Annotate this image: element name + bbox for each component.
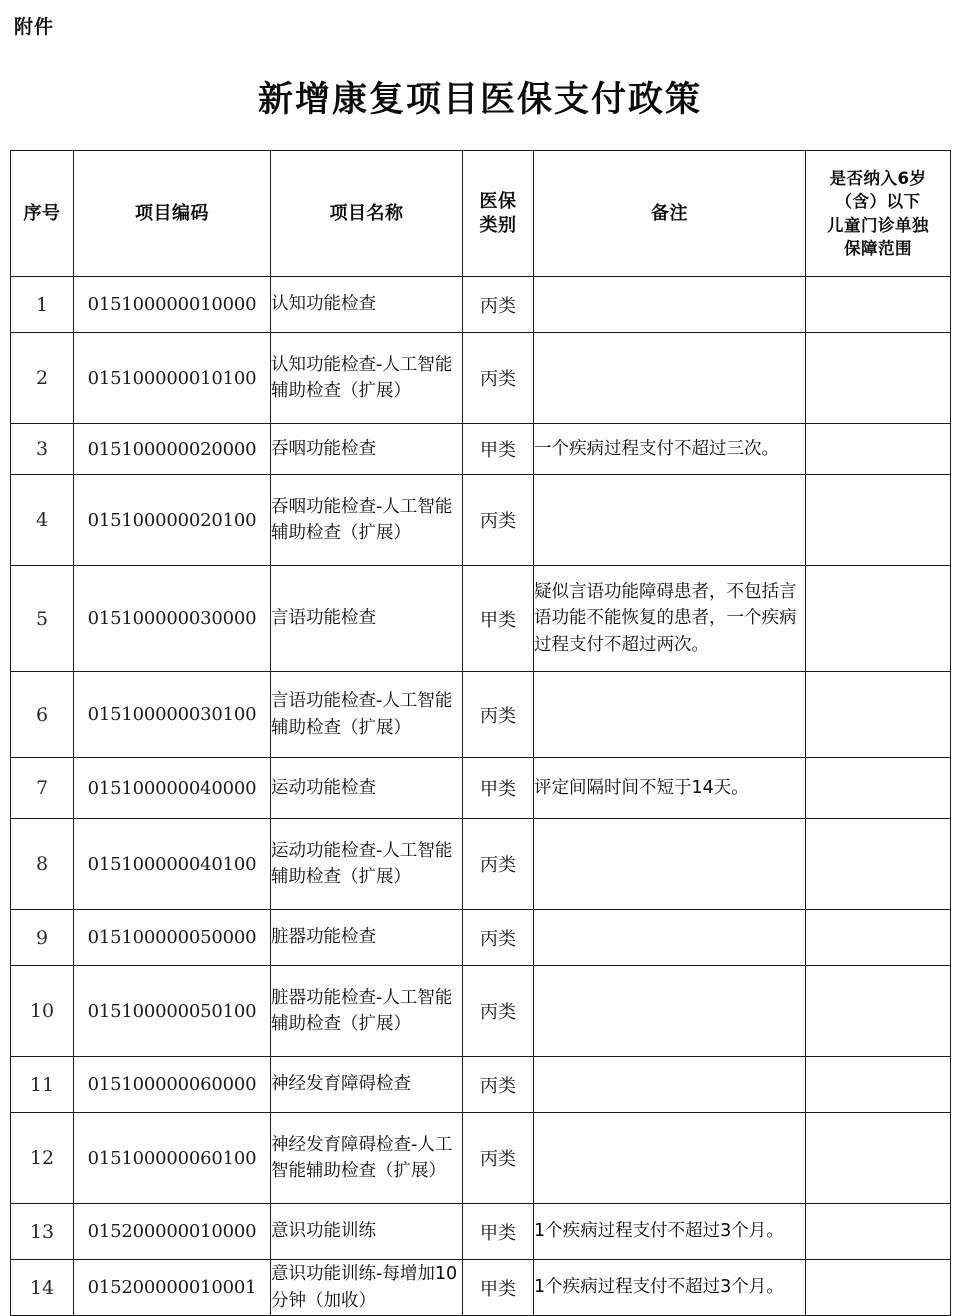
table-body [11,277,951,1316]
cell-sequence-number: 8 [11,819,74,910]
policy-table [10,150,951,1316]
cell-child-outpatient-scope [806,1260,951,1316]
cell-project-name: 认知功能检查-人工智能辅助检查（扩展） [271,333,463,424]
table-row [11,819,951,910]
cell-project-code: 015100000010000 [74,277,271,333]
column-header-name: 项目名称 [271,151,463,277]
table-row [11,758,951,819]
cell-sequence-number: 13 [11,1204,74,1260]
cell-insurance-category: 甲类 [463,1260,534,1316]
column-header-category: 医保 类别 [463,151,534,277]
cell-project-name: 神经发育障碍检查-人工智能辅助检查（扩展） [271,1113,463,1204]
cell-sequence-number: 1 [11,277,74,333]
cell-insurance-category: 甲类 [463,424,534,475]
cell-project-name: 认知功能检查 [271,277,463,333]
cell-child-outpatient-scope [806,333,951,424]
cell-insurance-category: 丙类 [463,910,534,966]
table-row [11,1260,951,1316]
cell-insurance-category: 丙类 [463,1113,534,1204]
cell-sequence-number: 9 [11,910,74,966]
cell-sequence-number: 5 [11,566,74,672]
cell-project-name: 神经发育障碍检查 [271,1057,463,1113]
cell-child-outpatient-scope [806,819,951,910]
table-row [11,566,951,672]
cell-project-code: 015100000010100 [74,333,271,424]
cell-note [534,277,806,333]
cell-note [534,1057,806,1113]
cell-insurance-category: 甲类 [463,1204,534,1260]
cell-note [534,910,806,966]
cell-note: 1个疾病过程支付不超过3个月。 [534,1204,806,1260]
cell-child-outpatient-scope [806,672,951,758]
cell-project-name: 意识功能训练-每增加10分钟（加收） [271,1260,463,1316]
cell-project-name: 脏器功能检查-人工智能辅助检查（扩展） [271,966,463,1057]
cell-child-outpatient-scope [806,566,951,672]
cell-project-name: 脏器功能检查 [271,910,463,966]
page-title: 新增康复项目医保支付政策 [257,79,702,120]
cell-note [534,819,806,910]
cell-project-code: 015100000050000 [74,910,271,966]
cell-project-name: 言语功能检查 [271,566,463,672]
column-header-note: 备注 [534,151,806,277]
cell-insurance-category: 丙类 [463,672,534,758]
table-header-row [11,151,951,277]
table-row [11,966,951,1057]
cell-sequence-number: 6 [11,672,74,758]
cell-sequence-number: 4 [11,475,74,566]
cell-sequence-number: 11 [11,1057,74,1113]
cell-child-outpatient-scope [806,910,951,966]
table-row [11,277,951,333]
cell-insurance-category: 丙类 [463,333,534,424]
cell-sequence-number: 10 [11,966,74,1057]
cell-sequence-number: 12 [11,1113,74,1204]
cell-project-code: 015100000040100 [74,819,271,910]
cell-project-code: 015200000010000 [74,1204,271,1260]
cell-project-code: 015100000060000 [74,1057,271,1113]
cell-child-outpatient-scope [806,277,951,333]
cell-project-code: 015100000020000 [74,424,271,475]
cell-child-outpatient-scope [806,966,951,1057]
table-row [11,1204,951,1260]
cell-sequence-number: 14 [11,1260,74,1316]
cell-note [534,966,806,1057]
cell-project-code: 015100000040000 [74,758,271,819]
cell-insurance-category: 丙类 [463,1057,534,1113]
cell-note: 疑似言语功能障碍患者，不包括言语功能不能恢复的患者，一个疾病过程支付不超过两次。 [534,566,806,672]
table-row [11,910,951,966]
cell-note: 评定间隔时间不短于14天。 [534,758,806,819]
column-header-code: 项目编码 [74,151,271,277]
cell-insurance-category: 丙类 [463,475,534,566]
cell-child-outpatient-scope [806,475,951,566]
cell-insurance-category: 丙类 [463,819,534,910]
table-row [11,333,951,424]
column-header-seq: 序号 [11,151,74,277]
table-row [11,424,951,475]
policy-table-container [10,150,950,1316]
cell-child-outpatient-scope [806,1057,951,1113]
cell-insurance-category: 甲类 [463,566,534,672]
cell-note [534,672,806,758]
cell-project-code: 015100000030000 [74,566,271,672]
cell-project-name: 意识功能训练 [271,1204,463,1260]
table-row [11,672,951,758]
cell-project-code: 015100000030100 [74,672,271,758]
cell-child-outpatient-scope [806,1113,951,1204]
cell-insurance-category: 丙类 [463,966,534,1057]
cell-project-name: 吞咽功能检查-人工智能辅助检查（扩展） [271,475,463,566]
cell-note [534,333,806,424]
cell-child-outpatient-scope [806,424,951,475]
cell-project-name: 吞咽功能检查 [271,424,463,475]
column-header-child-scope: 是否纳入6岁 （含）以下 儿童门诊单独 保障范围 [806,151,951,277]
cell-project-code: 015100000050100 [74,966,271,1057]
cell-project-code: 015100000020100 [74,475,271,566]
cell-project-name: 运动功能检查 [271,758,463,819]
cell-insurance-category: 甲类 [463,758,534,819]
table-row [11,475,951,566]
cell-note: 一个疾病过程支付不超过三次。 [534,424,806,475]
cell-project-code: 015200000010001 [74,1260,271,1316]
cell-sequence-number: 7 [11,758,74,819]
table-row [11,1113,951,1204]
cell-insurance-category: 丙类 [463,277,534,333]
table-row [11,1057,951,1113]
cell-note: 1个疾病过程支付不超过3个月。 [534,1260,806,1316]
cell-project-code: 015100000060100 [74,1113,271,1204]
table-header [11,151,951,277]
cell-project-name: 言语功能检查-人工智能辅助检查（扩展） [271,672,463,758]
cell-child-outpatient-scope [806,758,951,819]
cell-note [534,1113,806,1204]
cell-child-outpatient-scope [806,1204,951,1260]
attachment-label: 附件 [14,16,55,38]
cell-project-name: 运动功能检查-人工智能辅助检查（扩展） [271,819,463,910]
cell-note [534,475,806,566]
cell-sequence-number: 3 [11,424,74,475]
cell-sequence-number: 2 [11,333,74,424]
